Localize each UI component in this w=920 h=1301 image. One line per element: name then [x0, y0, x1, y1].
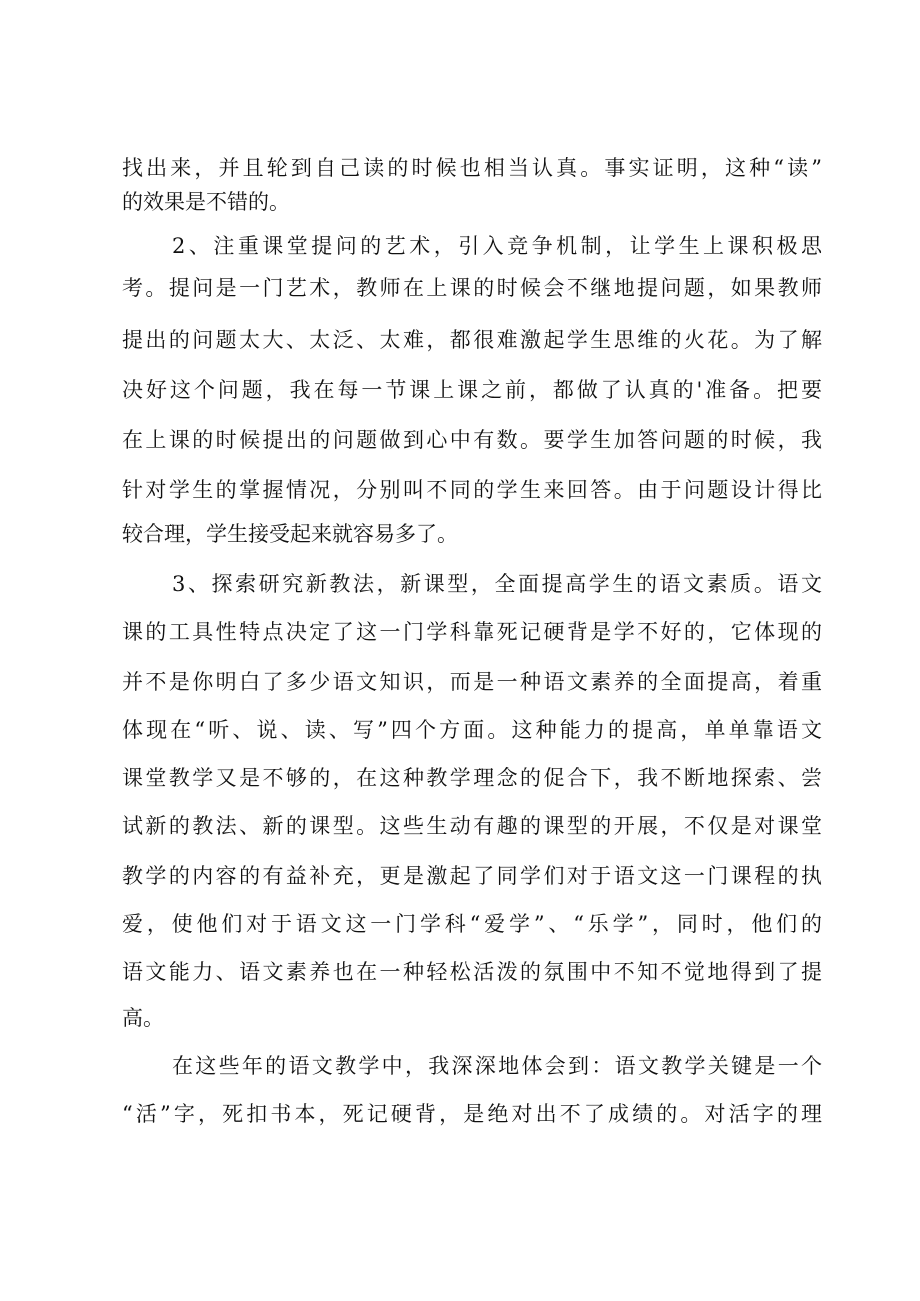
text-line: 的效果是不错的。 — [122, 190, 290, 214]
text-line: 教学的内容的有益补充，更是激起了同学们对于语文这一门课程的执 — [122, 864, 822, 888]
text-line: 课的工具性特点决定了这一门学科靠死记硬背是学不好的，它体现的 — [122, 620, 822, 644]
text-line: 针对学生的掌握情况，分别叫不同的学生来回答。由于问题设计得比 — [122, 478, 822, 502]
text-line: 找出来，并且轮到自己读的时候也相当认真。事实证明，这种“读” — [122, 156, 822, 180]
paragraph-heading-line: 2、注重课堂提问的艺术，引入竞争机制，让学生上课积极思 — [172, 234, 822, 258]
text-line: 较合理，学生接受起来就容易多了。 — [122, 522, 458, 546]
paragraph-heading-line: 3、探索研究新教法，新课型，全面提高学生的语文素质。语文 — [172, 572, 822, 596]
text-line: 课堂教学又是不够的，在这种教学理念的促合下，我不断地探索、尝 — [122, 766, 822, 790]
text-line: 在上课的时候提出的问题做到心中有数。要学生加答问题的时候，我 — [122, 428, 822, 452]
text-line: 在这些年的语文教学中，我深深地体会到：语文教学关键是一个 — [172, 1054, 822, 1078]
text-line: 并不是你明白了多少语文知识，而是一种语文素养的全面提高，着重 — [122, 670, 822, 694]
text-line: 体现在“听、说、读、写”四个方面。这种能力的提高，单单靠语文 — [122, 718, 822, 742]
text-line: 决好这个问题，我在每一节课上课之前，都做了认真的'准备。把要 — [122, 378, 822, 402]
text-line: 语文能力、语文素养也在一种轻松活泼的氛围中不知不觉地得到了提 — [122, 960, 822, 984]
text-line: 试新的教法、新的课型。这些生动有趣的课型的开展，不仅是对课堂 — [122, 814, 822, 838]
text-line: 高。 — [122, 1006, 164, 1030]
text-line: “活”字，死扣书本，死记硬背，是绝对出不了成绩的。对活字的理 — [122, 1102, 822, 1126]
text-line: 提出的问题太大、太泛、太难，都很难激起学生思维的火花。为了解 — [122, 328, 822, 352]
text-line: 爱，使他们对于语文这一门学科“爱学”、“乐学”，同时，他们的 — [122, 912, 822, 936]
text-line: 考。提问是一门艺术，教师在上课的时候会不继地提问题，如果教师 — [122, 276, 822, 300]
